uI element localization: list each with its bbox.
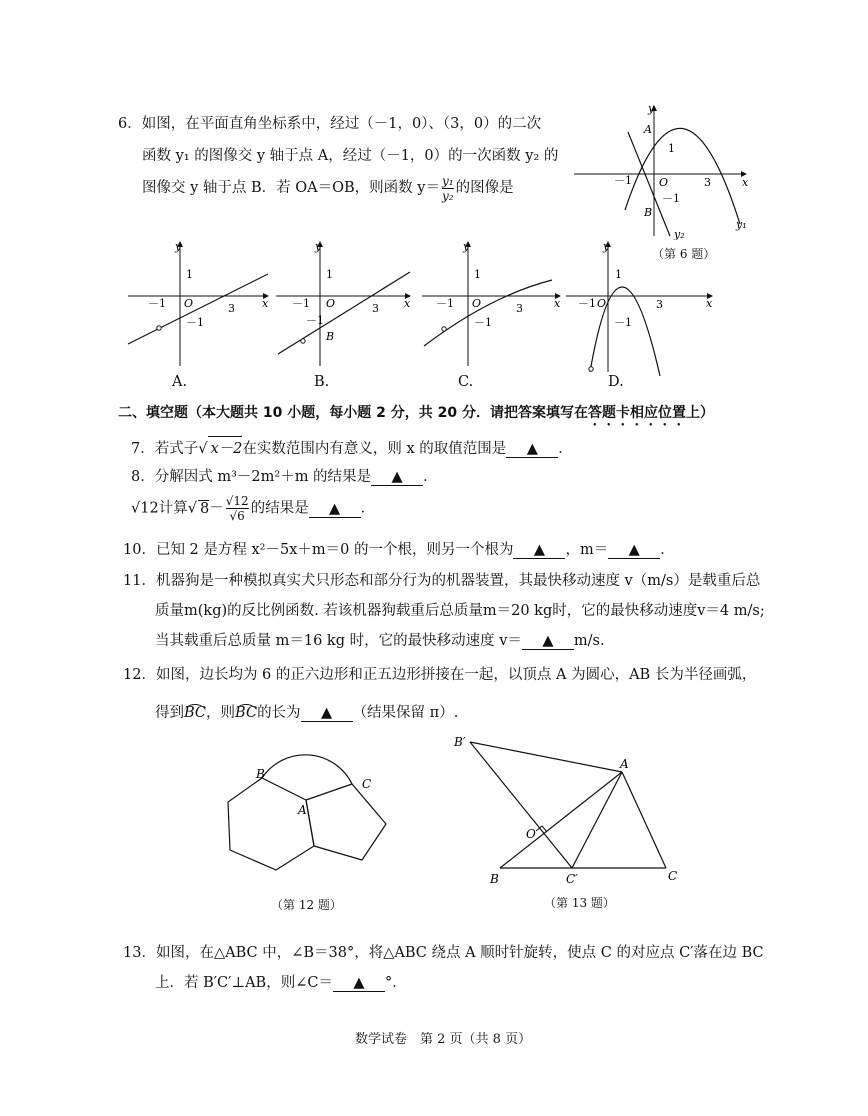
- q12-figure: [222, 744, 392, 874]
- point-A-label: A: [644, 123, 652, 136]
- q13-Bprime: B′: [454, 735, 466, 749]
- tick-neg1-x: －1: [614, 174, 632, 187]
- section-2-emphasis: 答题卡相应位置: [587, 405, 686, 421]
- option-d-label[interactable]: D.: [608, 374, 624, 390]
- opt-d-origin: O: [597, 297, 607, 310]
- q8-answer-blank[interactable]: ▲: [371, 470, 423, 486]
- opt-c-x: x: [554, 297, 561, 310]
- q12-C: C: [362, 777, 372, 791]
- arc-BC: [262, 755, 352, 784]
- opt-c-neg1y: －1: [474, 316, 492, 329]
- opt-b-one: 1: [326, 268, 333, 281]
- page-footer: 数学试卷 第 2 页（共 8 页）: [355, 1032, 532, 1047]
- q6-line3b: 的图像是: [455, 180, 514, 196]
- opt-c-y: y: [463, 240, 470, 253]
- opt-d-y: y: [603, 240, 610, 253]
- tick-1: 1: [668, 142, 675, 155]
- q7-radicand: x－2: [208, 436, 242, 458]
- opt-d-x: x: [706, 297, 713, 310]
- opt-a-origin: O: [184, 297, 194, 310]
- opt-c-one: 1: [474, 268, 481, 281]
- q13-A: A: [620, 757, 629, 771]
- q10-answer-blank-1[interactable]: ▲: [513, 543, 565, 559]
- section-2-heading: 二、填空题（本大题共 10 小题，每小题 2 分，共 20 分．请把答案填写在答题卡相应位置上）: [118, 405, 714, 421]
- q9-answer-blank[interactable]: ▲: [309, 502, 361, 518]
- q13-Cprime: C′: [566, 872, 578, 886]
- tick-neg1-y: －1: [662, 192, 680, 205]
- opt-b-origin: O: [326, 297, 336, 310]
- q10-answer-blank-2[interactable]: ▲: [608, 543, 660, 559]
- q13-O: O: [526, 827, 536, 841]
- y-label: y: [648, 102, 655, 115]
- pentagon: [306, 784, 386, 860]
- opt-b-B: B: [326, 330, 335, 343]
- q12-B: B: [256, 767, 265, 781]
- origin-label: O: [659, 176, 669, 189]
- option-b-label[interactable]: B.: [314, 374, 330, 390]
- opt-a-three: 3: [228, 302, 235, 315]
- option-a-label[interactable]: A.: [172, 374, 188, 390]
- q12-answer-blank[interactable]: ▲: [301, 706, 353, 722]
- q12: 12．如图，边长均为 6 的正六边形和正五边形拼接在一起，以顶点 A 为圆心，AB 长为半径画弧， 得到BC，则BC的长为 ▲ （结果保留 π）.: [123, 667, 757, 721]
- opt-d-three: 3: [656, 298, 663, 311]
- q8: 8．分解因式 m³－2m²＋m 的结果是 ▲ ．: [131, 469, 438, 485]
- q6-option-graphs: [120, 236, 720, 382]
- q13-answer-blank[interactable]: ▲: [333, 976, 385, 992]
- q6-caption: （第 6 题）: [652, 247, 716, 261]
- point-B-label: B: [644, 206, 653, 219]
- q7-answer-blank[interactable]: ▲: [506, 442, 558, 458]
- q6-text: [118, 108, 558, 204]
- q10: 10．已知 2 是方程 x²－5x＋m＝0 的一个根，则另一个根为 ▲ ，m＝ ▲ ．: [123, 542, 675, 558]
- y2-label: y₂: [674, 228, 685, 240]
- q13-caption: （第 13 题）: [544, 896, 615, 910]
- opt-d-neg1y: －1: [614, 316, 632, 329]
- q6-line3a: 图像交 y 轴于点 B．若 OA＝OB，则函数 y＝: [142, 180, 440, 196]
- opt-b-x: x: [404, 297, 411, 310]
- opt-a-y: y: [175, 240, 182, 253]
- opt-a-neg1x: －1: [148, 297, 166, 310]
- y1-label: y₁: [736, 218, 747, 231]
- q11-answer-blank[interactable]: ▲: [522, 634, 574, 650]
- opt-a-neg1y: －1: [186, 316, 204, 329]
- opt-b-three: 3: [372, 302, 379, 315]
- q13-B: B: [490, 872, 499, 886]
- q12-caption: （第 12 题）: [271, 898, 342, 912]
- q13-figure: [452, 730, 692, 890]
- q6-number: 6．: [118, 116, 142, 132]
- opt-a-one: 1: [186, 268, 193, 281]
- opt-b-neg1x: －1: [292, 297, 310, 310]
- q12-A: A: [298, 803, 307, 817]
- q11: 11．机器狗是一种模拟真实犬只形态和部分行为的机器装置，其最快移动速度 v（m/s）是载重后总 质量m(kg)的反比例函数. 若该机器狗载重后总质量m＝20 kg时，它的最快移动速度v＝4 m/s; 当其载重后总质量 m＝16 kg 时，它的最快移动速度 v＝ ▲ m/s.: [123, 573, 765, 649]
- tick-3: 3: [704, 176, 711, 189]
- q6-fraction: $\frac{\text{y₁}}{\text{y₂}}$: [442, 173, 454, 203]
- opt-d-neg1x: －1: [578, 297, 596, 310]
- q13: 13．如图，在△ABC 中，∠B＝38°，将△ABC 绕点 A 顺时针旋转，使点 C 的对应点 C′落在边 BC 上．若 B′C′⊥AB，则∠C＝ ▲ °．: [123, 945, 764, 991]
- hexagon: [228, 778, 314, 870]
- q13-C: C: [668, 869, 678, 883]
- x-label: x: [742, 176, 749, 189]
- option-c-label[interactable]: C.: [458, 374, 474, 390]
- q9: √12计算√ 8－ $\frac{√12}{√6}$ 的结果是 ▲ ．: [131, 494, 376, 523]
- q6-line2: 函数 y₁ 的图像交 y 轴于点 A，经过（－1，0）的一次函数 y₂ 的: [142, 148, 559, 164]
- q6-main-graph: [570, 100, 750, 240]
- opt-c-three: 3: [516, 302, 523, 315]
- opt-c-origin: O: [472, 297, 482, 310]
- opt-b-neg1y: －1: [306, 314, 324, 327]
- q6-line1: 如图，在平面直角坐标系中，经过（－1，0）、（3，0）的二次: [141, 116, 542, 132]
- q7: 7．若式子√ x－2在实数范围内有意义，则 x 的取值范围是 ▲ ．: [131, 436, 573, 458]
- opt-d-one: 1: [615, 268, 622, 281]
- opt-b-y: y: [315, 240, 322, 253]
- opt-c-neg1x: －1: [436, 297, 454, 310]
- parabola-y1: [625, 128, 740, 224]
- opt-a-x: x: [262, 297, 269, 310]
- q9-fraction: $\frac{√12}{√6}$: [225, 494, 249, 523]
